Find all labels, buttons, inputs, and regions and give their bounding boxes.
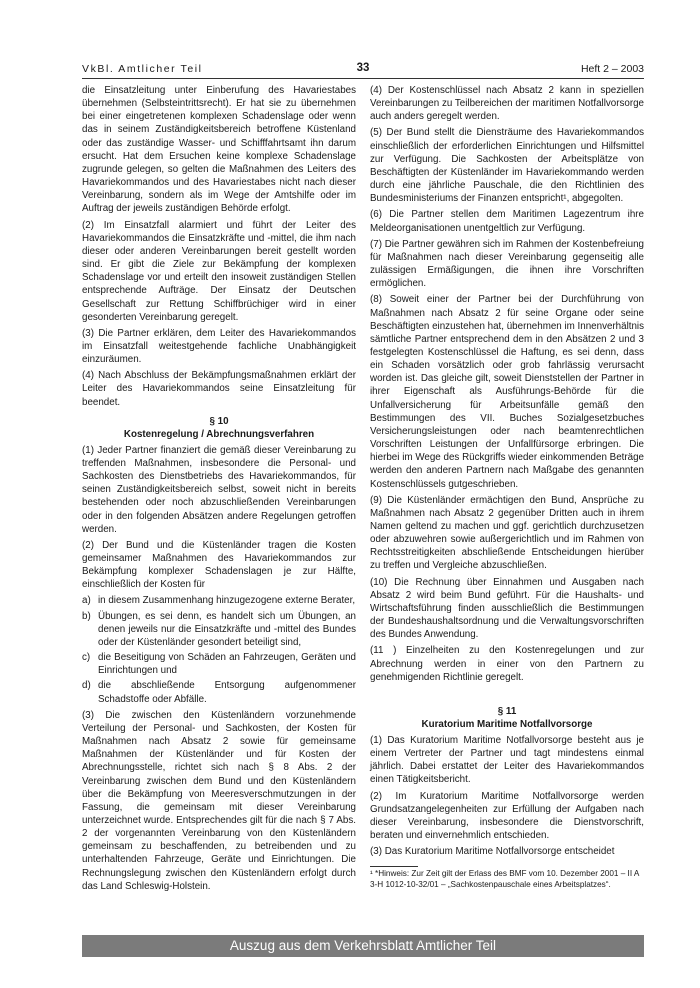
footnote: ¹ *Hinweis: Zur Zeit gilt der Erlass des BMF vom 10. Dezember 2001 – II A 3-H 1012-10-32/01 – „Sachkostenpauschale eines Arbeitsplatzes“. — [370, 869, 639, 889]
paragraph: (7) Die Partner gewähren sich im Rahmen der Kostenbefreiung für Maßnahmen nach dieser Vereinbarung gegenseitig alle zulässigen Ermäßigungen, die ihnen ihre Vorschriften ermöglichen. — [370, 238, 644, 290]
issue-label: Heft 2 – 2003 — [580, 63, 644, 75]
list-item — [82, 594, 356, 607]
list-item — [82, 679, 356, 705]
section-number: § 11 — [497, 705, 517, 717]
paragraph: (1) Jeder Partner finanziert die gemäß dieser Vereinbarung zu treffenden Maßnahmen, insbesondere die Personal- und Sachkosten des Dienstbetriebs des Havariekommandos, für seinen Zuständigkeitsbereich selbst, soweit nicht in bereits bestehenden oder noch abzuschließenden Vereinbarungen oder in den folgenden Absätzen andere Regelungen getroffen werden. — [82, 444, 356, 535]
section-number: § 10 — [209, 415, 229, 427]
list-text: Übungen, es sei denn, es handelt sich um Übungen, an denen jeweils nur die Einsatzkräfte und -mittel des Bundes oder der Küstenländer gesondert beteiligt sind, — [98, 610, 356, 648]
paragraph: (10) Die Rechnung über Einnahmen und Ausgaben nach Absatz 2 wird beim Bund geführt. Für die Haushalts- und Wirtschaftsführung finden ausschließlich die Bestimmungen der Bundeshaushaltsordnung und die Verwaltungsvorschriften des Bundes Anwendung. — [370, 576, 644, 641]
paragraph: (8) Soweit einer der Partner bei der Durchführung von Maßnahmen nach Absatz 2 für seine Organe oder seine Beschäftigten einzustehen hat, übernehmen im Innenverhältnis sämtliche Partner entsprechend dem in den Absätzen 2 und 3 festgelegten Kostenschlüssel die Haftung, es sei denn, dass ein Schaden vorsätzlich oder grob fahrlässig verursacht worden ist. Das gleiche gilt, soweit Dienststellen der Partner in ihrer Eigenschaft als Ausführungs-Behörde für die Unfallversicherung für Arbeitsunfälle gemäß den Bestimmungen des VII. Buches Sozialgesetzbuches Versicherungsleistungen oder nach beamtenrechtlichen Vorschriften Leistungen der Unfallfürsorge erbringen. Die hierbei im Wege des Rückgriffs wieder einkommenden Beträge werden den anderen Partnern nach Maßgabe des genannten Kostenschlüssels gutgeschrieben. — [370, 294, 644, 490]
list-marker: b) — [82, 610, 91, 622]
paragraph: (4) Der Kostenschlüssel nach Absatz 2 kann in speziellen Vereinbarungen zu Teilbereichen der maritimen Notfallvorsorge auch anders geregelt werden. — [370, 85, 644, 123]
right-column — [370, 84, 644, 893]
paragraph: (6) Die Partner stellen dem Maritimen Lagezentrum ihre Meldeorganisationen unentgeltlich zur Verfügung. — [370, 209, 644, 234]
list-item — [82, 651, 356, 677]
section-title: Kostenregelung / Abrechnungsverfahren — [123, 428, 315, 440]
journal-title: VkBl. Amtlicher Teil — [82, 63, 203, 75]
footnote-divider — [370, 866, 418, 867]
paragraph: die Einsatzleitung unter Einberufung des Havariestabes übernehmen (Selbsteintrittsrecht). Er hat sie zu übernehmen bei einer eingetretenen komplexen Schadenslage oder wenn das in seinem Zuständigkeitsbereich betroffene Küstenland oder das zuständige Wasser- und Schifffahrtsamt ihn darum ersucht. Hat dem Ersuchen keine komplexe Schadenslage zugrunde gelegen, so gelten die Maßnahmen des Leiters des Havariekommandos und des Havariestabes nicht nach dieser Vereinbarung, sondern als im Wege der Amtshilfe oder im Auftrag der jeweils zuständigen Behörde erfolgt. — [82, 85, 356, 215]
cost-list — [82, 594, 356, 705]
list-marker: c) — [82, 652, 91, 664]
paragraph: (3) Die zwischen den Küstenländern vorzunehmende Verteilung der Personal- und Sachkosten, der Kosten für Maßnahmen nach Absatz 2 sowie für gemeinsame Maßnahmen der Küstenländer und für Kosten der Abrechnungsstelle, richtet sich nach § 8 Abs. 2 der Vereinbarung zwischen dem Bund und den Küstenländern über die Bekämpfung von Meeresverschmutzungen in der Fassung, die gemeinsam mit dieser Vereinbarung unterzeichnet wurde. Entsprechendes gilt für die nach § 7 Abs. 2 der vorgenannten Vereinbarung von den Küstenländern gemeinsam zu beschaffenden, zu betreibenden und zu unterhaltenden Fahrzeuge, Geräte und Einrichtungen. Die Rechnungslegung zwischen den Küstenländern erfolgt durch das Land Schleswig-Holstein. — [82, 709, 356, 892]
list-text: die abschließende Entsorgung aufgenommener Schadstoffe oder Abfälle. — [98, 680, 356, 705]
list-item — [82, 610, 356, 649]
list-marker: a) — [82, 595, 91, 607]
list-text: in diesem Zusammenhang hinzugezogene externe Berater, — [98, 595, 356, 607]
paragraph: (3) Das Kuratorium Maritime Notfallvorsorge entscheidet — [370, 846, 615, 858]
paragraph: (9) Die Küstenländer ermächtigen den Bund, Ansprüche zu Maßnahmen nach Absatz 2 gegenüber Dritten auch in ihrem Namen geltend zu machen und ggf. gerichtlich durchzusetzen oder abzuwehren sowie außergerichtlich und im Rahmen von Rechtsstreitigkeiten abschließende Entscheidungen hierüber zu treffen und Vergleiche abzuschließen. — [370, 494, 644, 572]
page-header — [82, 62, 644, 79]
section-title: Kuratorium Maritime Notfallvorsorge — [421, 718, 593, 730]
spacer — [370, 687, 644, 699]
paragraph: (3) Die Partner erklären, dem Leiter des Havariekommandos im Einsatzfall weitestgehende fachliche Unabhängigkeit einzuräumen. — [82, 327, 356, 366]
left-column — [82, 84, 356, 896]
paragraph: (1) Das Kuratorium Maritime Notfallvorsorge besteht aus je einem Vertreter der Partner und tagt mindestens einmal jährlich. Dabei erstattet der Leiter des Havariekommandos einen Tätigkeitsbericht. — [370, 734, 644, 786]
paragraph: (11 ) Einzelheiten zu den Kostenregelungen und zur Abrechnung werden in einer von den Partnern zu genehmigenden Richtlinie geregelt. — [370, 645, 644, 683]
paragraph: (2) Im Einsatzfall alarmiert und führt der Leiter des Havariekommandos die Einsatzkräfte und -mittel, die ihm nach dieser oder anderen Vereinbarungen bereit gestellt worden sind. Er gibt die Ziele zur Bekämpfung der komplexen Schadenslage vor und erteilt den insoweit zuständigen Stellen entsprechende Aufträge. Der Einsatz der Deutschen Gesellschaft zur Rettung Schiffbrüchiger wird in einer gesonderten Vereinbarung geregelt. — [82, 219, 356, 323]
list-text: die Beseitigung von Schäden an Fahrzeugen, Geräten und Einrichtungen und — [98, 652, 356, 677]
list-marker: d) — [82, 680, 91, 692]
page-number: 33 — [356, 62, 370, 74]
paragraph: (4) Nach Abschluss der Bekämpfungsmaßnahmen erklärt der Leiter des Havariekommandos seine Einsatzleitung für beendet. — [82, 370, 356, 408]
section-heading-11 — [370, 705, 644, 731]
section-heading-10 — [82, 415, 356, 441]
paragraph: (2) Im Kuratorium Maritime Notfallvorsorge werden Grundsatzangelegenheiten zur Erfüllung der Aufgaben nach dieser Vereinbarung, insbesondere die Dienstvorschrift, beraten und einvernehmlich entschieden. — [370, 790, 644, 841]
paragraph: (2) Der Bund und die Küstenländer tragen die Kosten gemeinsamer Maßnahmen des Havariekommandos zur Bekämpfung komplexer Schadenslagen je zur Hälfte, einschließlich der Kosten für — [82, 539, 356, 591]
footer-banner: Auszug aus dem Verkehrsblatt Amtlicher Teil — [82, 935, 644, 957]
paragraph: (5) Der Bund stellt die Diensträume des Havariekommandos einschließlich der erforderlichen Einrichtungen und Hilfsmittel zur Verfügung. Die Sachkosten der Arbeitsplätze von Beschäftigten der Küstenländer im Havariekommando werden durch eine jährliche Pauschale, die den Richtlinien des Bundesministeriums der Finanzen entspricht¹, abgegolten. — [370, 127, 644, 205]
